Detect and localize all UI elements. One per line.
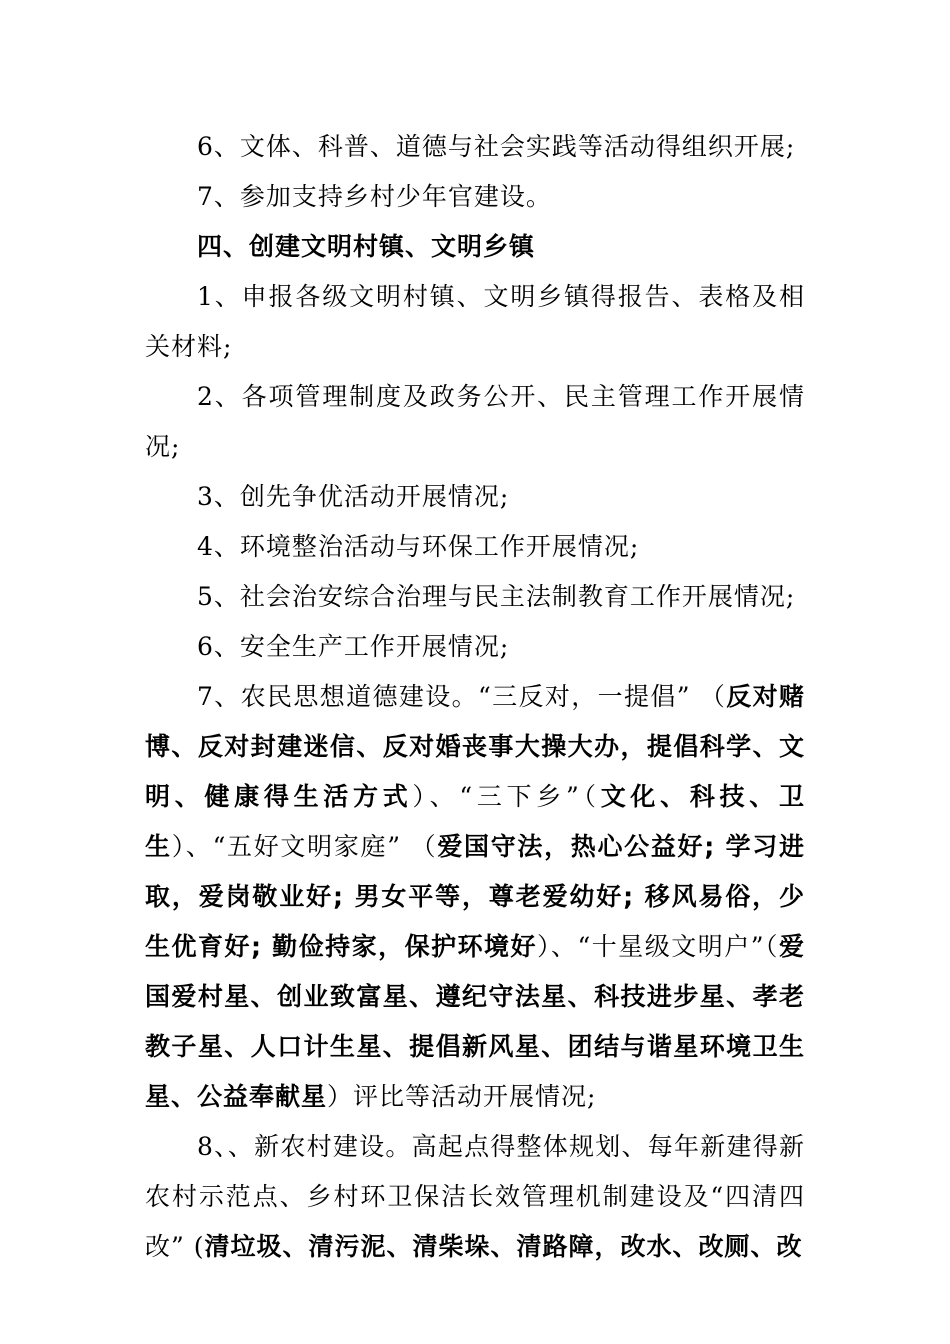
item7-bold-4: 爱国爱村星、创业致富星、遵纪守法星、科技进步星、孝老教子星、人口计生星、提倡新风星、团结与谐星环境卫生星、公益奉献星 <box>145 932 806 1111</box>
list-item-2: 2、各项管理制度及政务公开、民主管理工作开展情况; <box>145 382 805 461</box>
item7-text-c: ）、“三下乡”（ <box>412 782 601 811</box>
item7-text-a: 7、农民思想道德建设。“三反对，一提倡” （ <box>197 682 727 711</box>
list-item-8 <box>145 1122 805 1272</box>
list-item-4: 4、环境整治活动与环保工作开展情况; <box>197 532 640 561</box>
list-item-7b <box>145 672 805 1122</box>
item7-text-f: ）评比等活动开展情况; <box>327 1082 597 1111</box>
item8-text-a: 8、、新农村建设。高起点得整体规划、每年新建得新农村示范点、乡村环卫保洁长效管理机制建设及“四清四改” ( <box>145 1132 805 1261</box>
section-heading: 四、创建文明村镇、文明乡镇 <box>197 232 536 261</box>
document-body <box>145 122 805 1272</box>
item8-bold: 清垃圾、清污泥、清柴垛、清路障，改水、改厕、改 <box>204 1232 803 1261</box>
list-item-6b: 6、安全生产工作开展情况; <box>197 632 510 661</box>
list-item-6: 6、文体、科普、道德与社会实践等活动得组织开展; <box>197 132 796 161</box>
list-item-1: 1、申报各级文明村镇、文明乡镇得报告、表格及相关材料; <box>145 282 805 361</box>
list-item-3: 3、创先争优活动开展情况; <box>197 482 510 511</box>
list-item-5: 5、社会治安综合治理与民主法制教育工作开展情况; <box>197 582 796 611</box>
item7-text-e: ）、“十星级文明户”（ <box>537 932 779 961</box>
item7-text-d: ）、“五好文明家庭” （ <box>171 832 438 861</box>
item7-bold-1: 反对赌博、反对封建迷信、反对婚丧事大操大办，提倡科学、文明、健康得生活方式 <box>145 682 805 811</box>
list-item-7: 7、参加支持乡村少年官建设。 <box>197 182 552 211</box>
item7-bold-2: 文化、科技、卫生 <box>145 782 805 861</box>
item7-bold-3: 爱国守法，热心公益好; 学习进取，爱岗敬业好; 男女平等，尊老爱幼好; 移风易俗，少生优育好; 勤俭持家，保护环境好 <box>145 832 805 961</box>
